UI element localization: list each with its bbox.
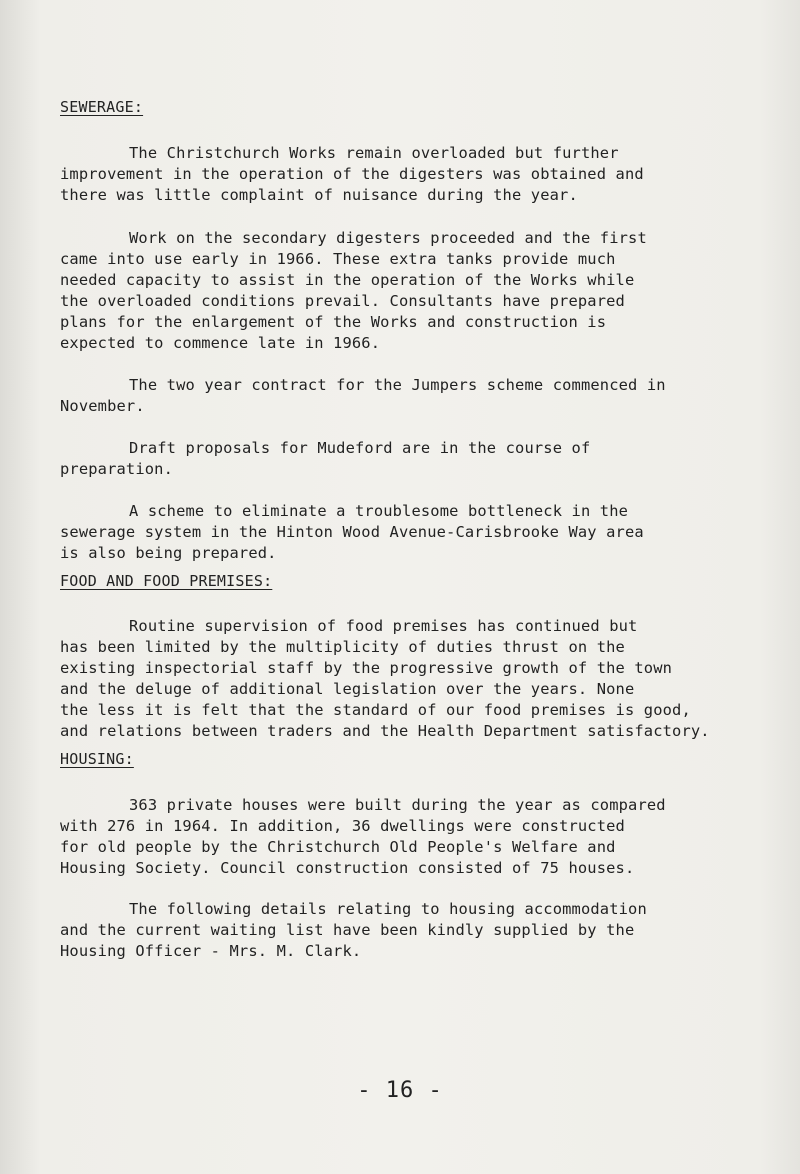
text-line: and the current waiting list have been kindly supplied by the (60, 921, 635, 939)
text-line: the less it is felt that the standard of our food premises is good, (60, 701, 691, 719)
housing-heading: HOUSING: (60, 750, 134, 768)
text-line: the overloaded conditions prevail. Consultants have prepared (60, 292, 625, 310)
sewerage-heading: SEWERAGE: (60, 98, 144, 116)
housing-paragraph-2 (60, 899, 800, 962)
page-number: - 16 - (357, 1078, 443, 1103)
text-line: with 276 in 1964. In addition, 36 dwellings were constructed (60, 817, 625, 835)
text-line: is also being prepared. (60, 544, 277, 562)
text-line: The Christchurch Works remain overloaded but further (129, 144, 619, 162)
text-line: Housing Officer - Mrs. M. Clark. (60, 942, 362, 960)
text-line: The two year contract for the Jumpers scheme commenced in (129, 376, 666, 394)
text-line: Work on the secondary digesters proceeded and the first (129, 229, 647, 247)
sewerage-paragraph-1 (60, 143, 800, 206)
text-line: Draft proposals for Mudeford are in the course of (129, 439, 591, 457)
text-line: plans for the enlargement of the Works and construction is (60, 313, 607, 331)
text-line: needed capacity to assist in the operation of the Works while (60, 271, 635, 289)
text-line: has been limited by the multiplicity of duties thrust on the (60, 638, 625, 656)
text-line: improvement in the operation of the digesters was obtained and (60, 165, 644, 183)
food-heading: FOOD AND FOOD PREMISES: (60, 572, 273, 590)
text-line: and the deluge of additional legislation over the years. None (60, 680, 635, 698)
text-line: A scheme to eliminate a troublesome bottleneck in the (129, 502, 629, 520)
text-line: for old people by the Christchurch Old People's Welfare and (60, 838, 616, 856)
text-line: The following details relating to housing accommodation (129, 900, 647, 918)
text-line: Routine supervision of food premises has continued but (129, 617, 638, 635)
sewerage-paragraph-3 (60, 375, 800, 417)
sewerage-paragraph-2 (60, 228, 800, 354)
text-line: there was little complaint of nuisance during the year. (60, 186, 578, 204)
text-line: sewerage system in the Hinton Wood Avenue-Carisbrooke Way area (60, 523, 644, 541)
housing-paragraph-1 (60, 795, 800, 879)
text-line: expected to commence late in 1966. (60, 334, 381, 352)
sewerage-paragraph-4 (60, 438, 800, 480)
text-line: preparation. (60, 460, 173, 478)
food-paragraph-1 (60, 616, 800, 742)
text-line: came into use early in 1966. These extra tanks provide much (60, 250, 616, 268)
text-line: 363 private houses were built during the year as compared (129, 796, 666, 814)
text-line: existing inspectorial staff by the progressive growth of the town (60, 659, 673, 677)
sewerage-paragraph-5 (60, 501, 800, 564)
text-line: Housing Society. Council construction consisted of 75 houses. (60, 859, 635, 877)
text-line: and relations between traders and the Health Department satisfactory. (60, 722, 710, 740)
text-line: November. (60, 397, 145, 415)
